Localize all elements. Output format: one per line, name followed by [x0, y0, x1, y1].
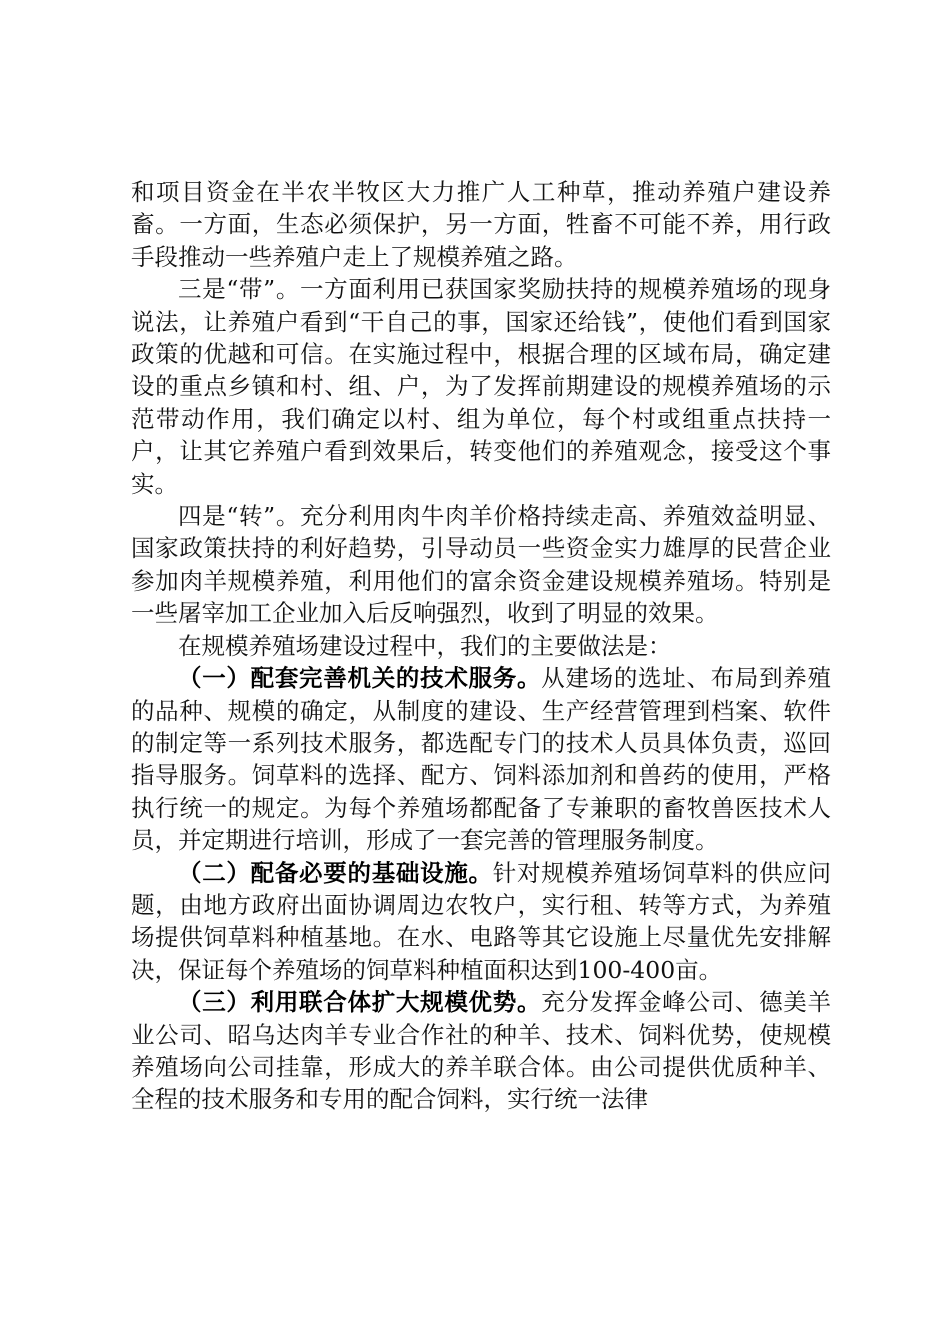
- paragraph-method-3: [131, 986, 831, 1116]
- paragraph-intro-methods: [131, 630, 831, 662]
- paragraph-method-1: [131, 662, 831, 856]
- method-heading: （二）配备必要的基础设施。: [178, 858, 493, 887]
- paragraph-text: 从建场的选址、布局到养殖的品种、规模的确定，从制度的建设、生产经营管理到档案、软件的制定等一系列技术服务，都选配专门的技术人员具体负责，巡回指导服务。饲草料的选择、配方、饲料添加剂和兽药的使用，严格执行统一的规定。为每个养殖场都配备了专兼职的畜牧兽医技术人员，并定期进行培训，形成了一套完善的管理服务制度。: [131, 664, 832, 855]
- paragraph-text: 四是“转”。充分利用肉牛肉羊价格持续走高、养殖效益明显、国家政策扶持的利好趋势，引导动员一些资金实力雄厚的民营企业参加肉羊规模养殖，利用他们的富余资金建设规模养殖场。特别是一些屠宰加工企业加入后反响强烈，收到了明显的效果。: [131, 502, 831, 628]
- paragraph-text: 针对规模养殖场饲草料的供应问题，由地方政府出面协调周边农牧户，实行租、转等方式，为养殖场提供饲草料种植基地。在水、电路等其它设施上尽量优先安排解决，保证每个养殖场的饲草料种植面积达到100-400亩。: [131, 858, 831, 984]
- paragraph-text: 三是“带”。一方面利用已获国家奖励扶持的规模养殖场的现身说法，让养殖户看到“干自己的事，国家还给钱”，使他们看到国家政策的优越和可信。在实施过程中，根据合理的区域布局，确定建设的重点乡镇和村、组、户，为了发挥前期建设的规模养殖场的示范带动作用，我们确定以村、组为单位，每个村或组重点扶持一户，让其它养殖户看到效果后，转变他们的养殖观念，接受这个事实。: [131, 275, 831, 498]
- method-heading: （一）配套完善机关的技术服务。: [178, 664, 542, 693]
- paragraph-text: 和项目资金在半农半牧区大力推广人工种草，推动养殖户建设养畜。一方面，生态必须保护，另一方面，牲畜不可能不养，用行政手段推动一些养殖户走上了规模养殖之路。: [131, 178, 831, 271]
- method-heading: （三）利用联合体扩大规模优势。: [178, 988, 542, 1017]
- paragraph-text: 充分发挥金峰公司、德美羊业公司、昭乌达肉羊专业合作社的种羊、技术、饲料优势，使规模养殖场向公司挂靠，形成大的养羊联合体。由公司提供优质种羊、全程的技术服务和专用的配合饲料，实行统一法律: [131, 988, 832, 1114]
- paragraph-three-dai: [131, 273, 831, 500]
- paragraph-text: 在规模养殖场建设过程中，我们的主要做法是：: [178, 631, 672, 660]
- paragraph-four-zhuan: [131, 500, 831, 630]
- paragraph-method-2: [131, 857, 831, 987]
- document-body: [131, 176, 831, 1116]
- paragraph-continuation: [131, 176, 831, 273]
